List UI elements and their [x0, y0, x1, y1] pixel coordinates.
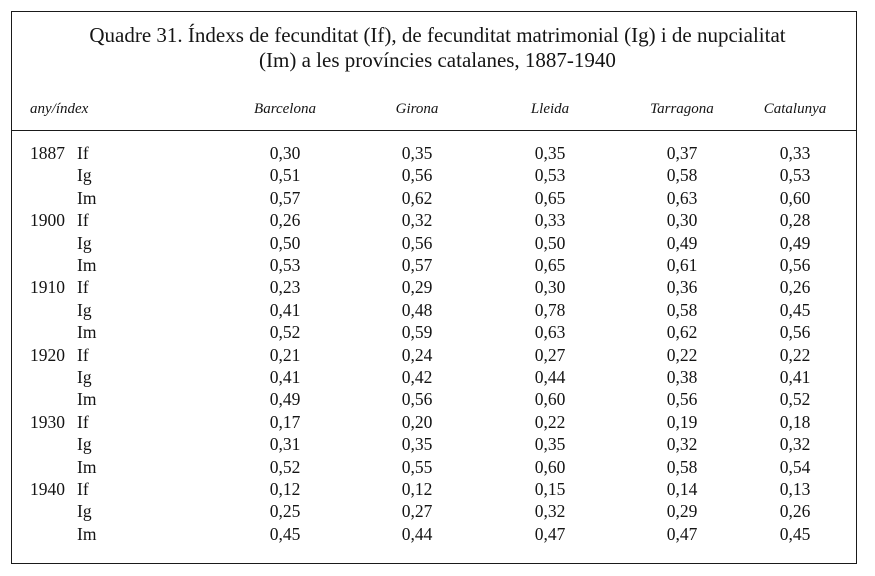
table-cell: 0,33: [534, 210, 566, 231]
table-cell: 0,27: [401, 501, 433, 522]
table-caption: [0, 23, 875, 73]
table-cell: 0,58: [666, 299, 698, 320]
table-cell: 0,56: [779, 322, 811, 343]
table-cell: 0,27: [534, 344, 566, 365]
table-cell: 0,63: [666, 187, 698, 208]
row-index: Ig: [77, 232, 92, 253]
table-cell: 0,57: [401, 255, 433, 275]
table-cell: 0,56: [666, 389, 698, 410]
row-year: 1940: [30, 479, 65, 499]
table-cell: 0,29: [666, 501, 698, 522]
table-cell: 0,48: [401, 299, 433, 320]
table-cell: 0,44: [401, 523, 433, 544]
caption-line-1: Quadre 31. Índexs de fecunditat (If), de fecunditat matrimonial (Ig) i de nupcialitat: [89, 23, 786, 47]
table-cell: 0,59: [401, 322, 433, 343]
column-header-girona: Girona: [395, 101, 439, 117]
table-cell: 0,32: [666, 434, 698, 455]
table-cell: 0,26: [779, 277, 811, 298]
table-cell: 0,53: [779, 165, 811, 186]
table-cell: 0,60: [534, 389, 566, 410]
table-cell: 0,20: [401, 411, 433, 432]
table-cell: 0,62: [666, 322, 698, 343]
table-cell: 0,30: [269, 143, 301, 163]
table-cell: 0,26: [269, 210, 301, 231]
table-cell: 0,22: [534, 411, 566, 432]
row-year: 1920: [30, 344, 65, 365]
table-cell: 0,53: [534, 165, 566, 186]
table-cell: 0,49: [666, 232, 698, 253]
table-cell: 0,41: [269, 367, 301, 387]
table-cell: 0,65: [534, 187, 566, 208]
row-index: Im: [77, 255, 97, 275]
row-index: Im: [77, 523, 97, 544]
column-header-barcelona: Barcelona: [254, 101, 316, 117]
table-cell: 0,19: [666, 411, 698, 432]
table-cell: 0,25: [269, 501, 301, 522]
row-index: Ig: [77, 434, 92, 455]
table-cell: 0,56: [401, 389, 433, 410]
table-cell: 0,55: [401, 456, 433, 477]
row-index: If: [77, 344, 89, 365]
table-cell: 0,45: [269, 523, 301, 544]
row-index: Ig: [77, 165, 92, 186]
table-cell: 0,54: [779, 456, 811, 477]
table-cell: 0,60: [779, 187, 811, 208]
caption-line-2: (Im) a les províncies catalanes, 1887-1940: [259, 48, 616, 72]
table-cell: 0,61: [666, 255, 698, 275]
table-cell: 0,21: [269, 344, 301, 365]
table-cell: 0,37: [666, 143, 698, 163]
table-cell: 0,30: [534, 277, 566, 298]
table-cell: 0,49: [269, 389, 301, 410]
table-cell: 0,35: [401, 143, 433, 163]
table-cell: 0,78: [534, 299, 566, 320]
table-cell: 0,31: [269, 434, 301, 455]
table-cell: 0,18: [779, 411, 811, 432]
table-cell: 0,14: [666, 479, 698, 499]
row-index: Ig: [77, 367, 92, 387]
table-cell: 0,33: [779, 143, 811, 163]
table-cell: 0,50: [269, 232, 301, 253]
table-cell: 0,51: [269, 165, 301, 186]
table-cell: 0,35: [534, 434, 566, 455]
row-index: If: [77, 277, 89, 298]
row-index: If: [77, 411, 89, 432]
row-index: Im: [77, 389, 97, 410]
table-cell: 0,30: [666, 210, 698, 231]
table-cell: 0,23: [269, 277, 301, 298]
column-header-catalunya: Catalunya: [763, 101, 827, 117]
table-cell: 0,26: [779, 501, 811, 522]
row-index: Im: [77, 322, 97, 343]
table-cell: 0,38: [666, 367, 698, 387]
row-index: If: [77, 143, 89, 163]
row-year: 1900: [30, 210, 65, 231]
table-cell: 0,65: [534, 255, 566, 275]
table-cell: 0,52: [269, 456, 301, 477]
table-cell: 0,24: [401, 344, 433, 365]
table-cell: 0,62: [401, 187, 433, 208]
table-cell: 0,53: [269, 255, 301, 275]
table-cell: 0,13: [779, 479, 811, 499]
table-cell: 0,60: [534, 456, 566, 477]
table-cell: 0,42: [401, 367, 433, 387]
table-cell: 0,22: [666, 344, 698, 365]
table-cell: 0,47: [534, 523, 566, 544]
table-cell: 0,45: [779, 523, 811, 544]
stub-header: any/índex: [30, 101, 89, 117]
table-cell: 0,36: [666, 277, 698, 298]
table-cell: 0,12: [401, 479, 433, 499]
table-cell: 0,32: [534, 501, 566, 522]
row-index: If: [77, 210, 89, 231]
table-cell: 0,28: [779, 210, 811, 231]
row-index: Ig: [77, 299, 92, 320]
table-cell: 0,41: [269, 299, 301, 320]
table-cell: 0,57: [269, 187, 301, 208]
table-cell: 0,35: [401, 434, 433, 455]
table-cell: 0,50: [534, 232, 566, 253]
row-year: 1887: [30, 143, 65, 163]
row-index: Im: [77, 456, 97, 477]
row-index: Ig: [77, 501, 92, 522]
table-cell: 0,17: [269, 411, 301, 432]
column-header-tarragona: Tarragona: [650, 101, 714, 117]
table-cell: 0,35: [534, 143, 566, 163]
table-cell: 0,41: [779, 367, 811, 387]
table-cell: 0,49: [779, 232, 811, 253]
header-rule: [11, 130, 857, 131]
row-index: Im: [77, 187, 97, 208]
table-cell: 0,58: [666, 456, 698, 477]
table-cell: 0,12: [269, 479, 301, 499]
table-cell: 0,52: [779, 389, 811, 410]
table-cell: 0,22: [779, 344, 811, 365]
table-cell: 0,47: [666, 523, 698, 544]
row-index: If: [77, 479, 89, 499]
table-cell: 0,56: [401, 232, 433, 253]
table-cell: 0,29: [401, 277, 433, 298]
table-cell: 0,44: [534, 367, 566, 387]
column-header-lleida: Lleida: [530, 101, 570, 117]
table-cell: 0,58: [666, 165, 698, 186]
table-cell: 0,56: [779, 255, 811, 275]
table-cell: 0,32: [401, 210, 433, 231]
table-cell: 0,45: [779, 299, 811, 320]
table-cell: 0,56: [401, 165, 433, 186]
table-cell: 0,15: [534, 479, 566, 499]
table-cell: 0,32: [779, 434, 811, 455]
row-year: 1910: [30, 277, 65, 298]
table-cell: 0,52: [269, 322, 301, 343]
table-cell: 0,63: [534, 322, 566, 343]
row-year: 1930: [30, 411, 65, 432]
